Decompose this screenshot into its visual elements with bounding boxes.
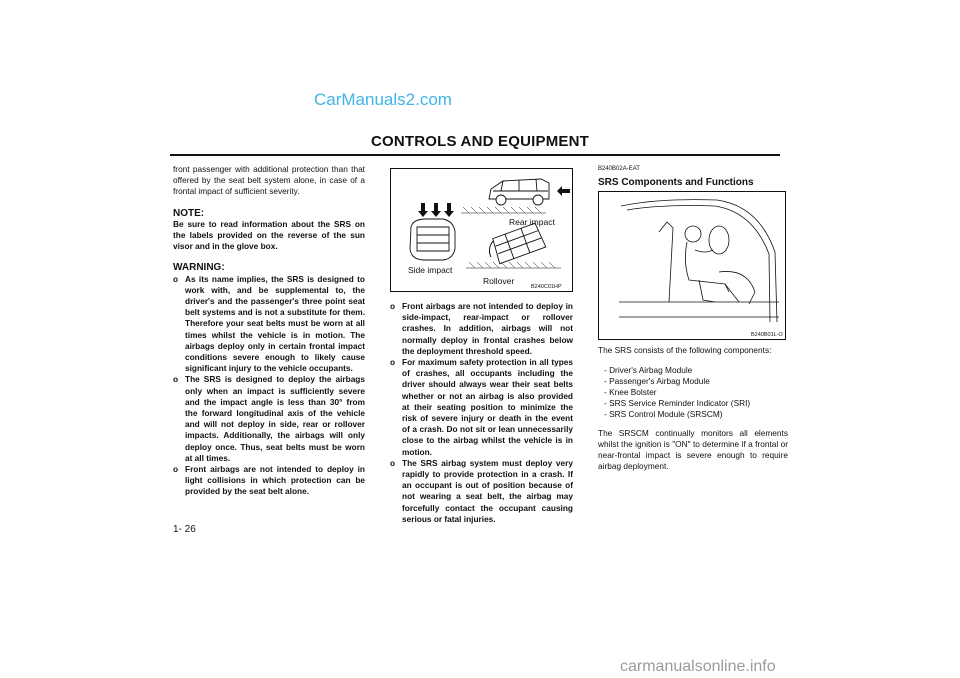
component-item: - Passenger's Airbag Module — [604, 375, 710, 386]
components-list — [604, 365, 788, 420]
warning-list — [173, 274, 365, 498]
impact-types-figure — [390, 168, 573, 292]
bullet-marker: o — [173, 464, 179, 475]
airbag-note-text: For maximum safety protection in all types of crashes, all occupants including the driver should always wear their seat belts whether or not an airbag is also provided at their seating position to minimize the risk of severe injury or death in the event of a crash. Do not sit or lean unnecessarily close to the airbag whilst the vehicle is in motion. — [402, 357, 573, 457]
airbag-shape — [709, 226, 729, 254]
figure-code: B240B01L-O — [751, 332, 783, 339]
airbag-note-item — [390, 301, 573, 357]
roll-arc — [489, 241, 493, 257]
components-intro: The SRS consists of the following components: — [598, 345, 772, 356]
section-code: B240B02A-EAT — [598, 166, 640, 172]
header-rule — [170, 154, 780, 156]
component-item: - SRS Control Module (SRSCM) — [604, 408, 723, 419]
bullet-marker: o — [390, 357, 396, 368]
airbag-notes-list — [390, 301, 573, 525]
page-number: 1- 26 — [173, 524, 196, 535]
page-title: CONTROLS AND EQUIPMENT — [370, 133, 589, 150]
windshield-line — [621, 200, 777, 322]
warning-text: The SRS is designed to deploy the airbags only when an impact is sufficiently severe and the impact angle is less than 30° from the forward longitudinal axis of the vehicle and will not deploy in side, rear or rollover impacts. Additionally, the airbags will only deploy once. Thus, seat belts must be worn at all times. — [185, 374, 365, 463]
airbag-note-text: The SRS airbag system must deploy very rapidly to provide protection in a crash. If an occupant is out of position because of not wearing a seat belt, the airbag may forcefully contact the occupant causing serious or fatal injuries. — [402, 457, 573, 524]
note-text: Be sure to read information about the SRS on the labels provided on the reverse of the sun visor and in the glove box. — [173, 218, 365, 252]
warning-heading: WARNING: — [173, 262, 225, 274]
car-top-view — [410, 219, 455, 260]
airbag-note-item — [390, 458, 573, 525]
note-heading: NOTE: — [173, 207, 205, 219]
warning-item — [173, 374, 365, 464]
column-2 — [390, 168, 573, 525]
component-item: - Driver's Airbag Module — [604, 364, 693, 375]
airbag-note-text: Front airbags are not intended to deploy in side-impact, rear-impact or rollover crashes. In addition, airbags will not normally deploy in frontal crashes below the deployment threshold speed. — [402, 301, 573, 356]
warning-text: As its name implies, the SRS is designed to work with, and be supplemental to, the driver's and the passenger's three point seat belt systems and is not a substitute for them. Therefore your seat belts must be worn at all times whilst the vehicle is in motion. The airbags deploy only in certain frontal impact conditions severe enough to likely cause significant injury to the vehicle occupants. — [185, 273, 365, 374]
roof-line — [627, 206, 770, 323]
bullet-marker: o — [173, 374, 179, 385]
section-title: SRS Components and Functions — [598, 177, 754, 189]
watermark-bottom: carmanualsonline.info — [620, 658, 776, 675]
bullet-marker: o — [390, 457, 396, 468]
a-pillar — [659, 222, 673, 302]
rollover-label: Rollover — [483, 276, 515, 286]
driver-airbag-illustration — [599, 192, 785, 339]
rollover-car — [491, 223, 546, 264]
bullet-marker: o — [390, 301, 396, 311]
srscm-description: The SRSCM continually monitors all elements whilst the ignition is "ON" to determine if a frontal or near-frontal impact is severe enough to require airbag deployment. — [598, 427, 788, 472]
occupant-head — [685, 226, 701, 242]
component-item: - SRS Service Reminder Indicator (SRI) — [604, 397, 751, 408]
rear-impact-label: Rear impact — [509, 217, 555, 227]
figure-code: B240C01HP — [531, 284, 562, 290]
side-impact-label: Side impact — [408, 265, 453, 275]
column-3 — [598, 164, 788, 472]
intro-paragraph: front passenger with additional protection than that offered by the seat belt system alone, in case of a frontal impact of sufficient severity. — [173, 164, 365, 197]
occupant-body — [685, 242, 729, 292]
suv-side-view — [489, 179, 549, 205]
warning-text: Front airbags are not intended to deploy in light collisions in which protection can be provided by the seat belt alone. — [185, 464, 365, 497]
bullet-marker: o — [173, 273, 179, 284]
watermark-top: CarManuals2.com — [314, 90, 452, 109]
column-1 — [173, 164, 365, 498]
warning-item — [173, 274, 365, 375]
airbag-note-item — [390, 357, 573, 458]
component-item: - Knee Bolster — [604, 386, 657, 397]
side-arrows-icon — [418, 203, 454, 217]
rear-arrow-icon — [557, 186, 570, 196]
srs-components-figure — [598, 191, 786, 340]
warning-item — [173, 464, 365, 498]
